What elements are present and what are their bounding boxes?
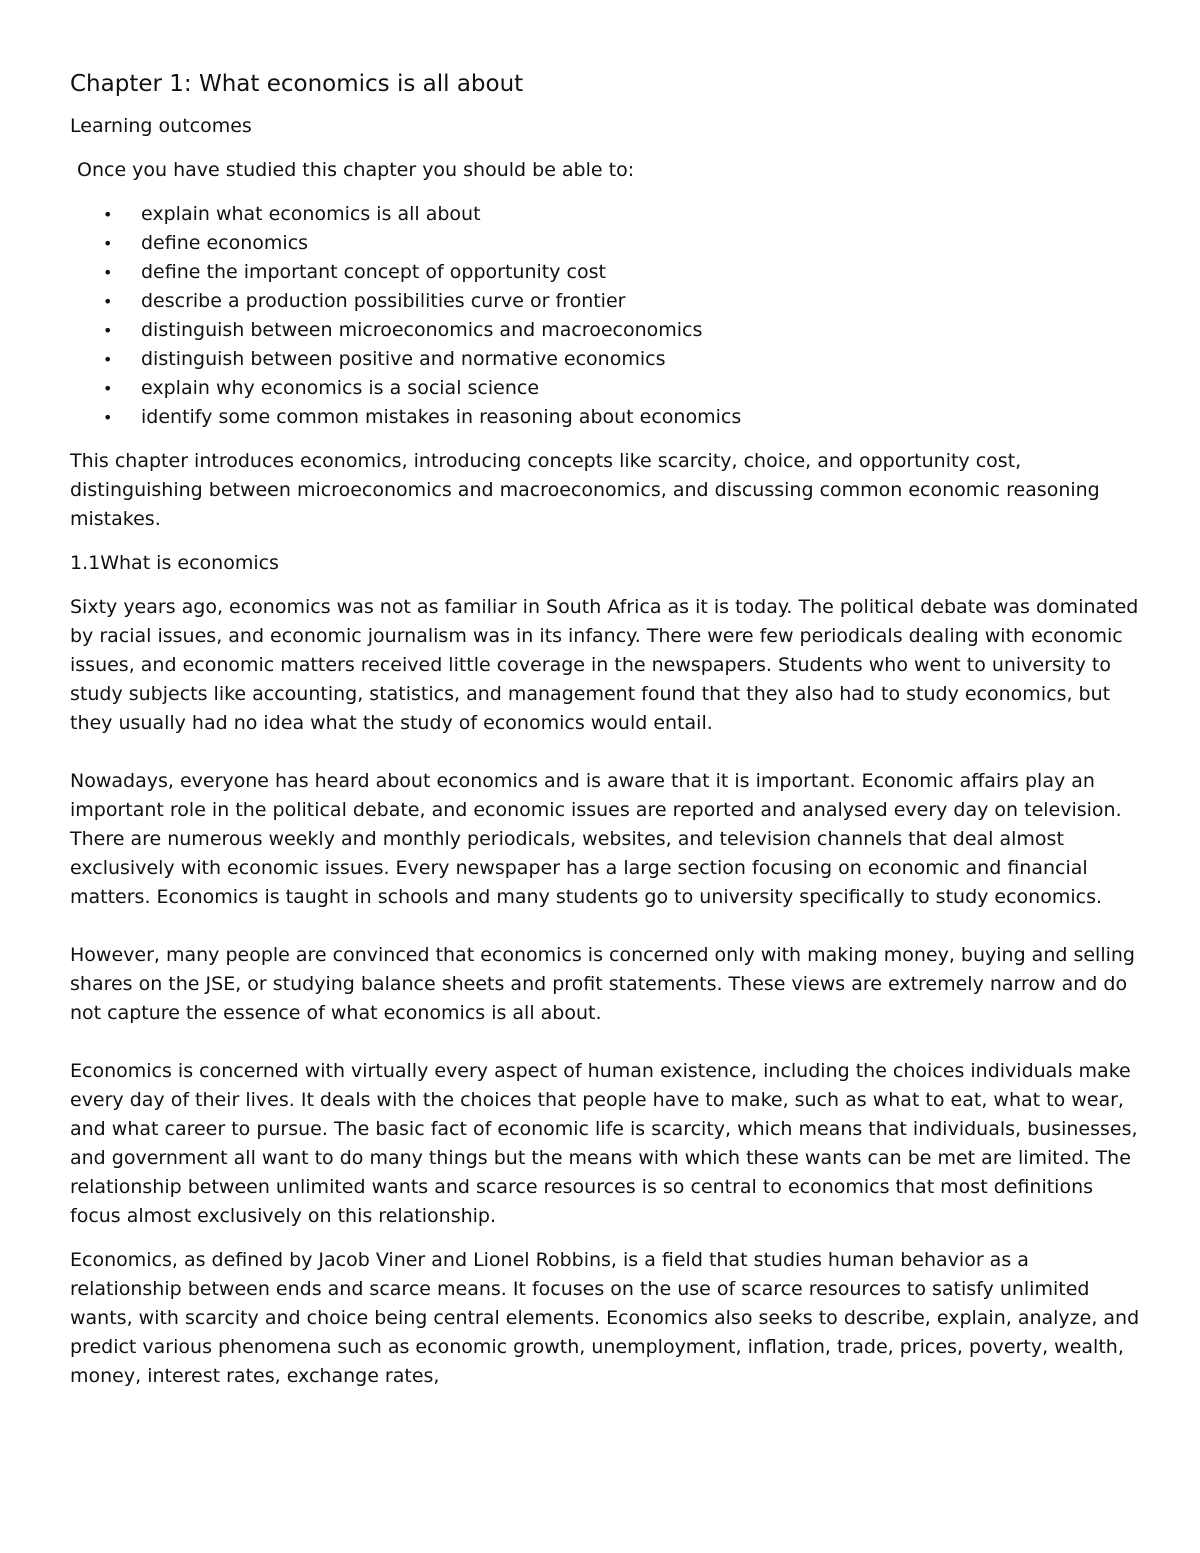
list-item-text: describe a production possibilities curve or frontier (141, 290, 626, 312)
learning-outcomes-intro: Once you have studied this chapter you should be able to: (77, 159, 635, 181)
section-paragraph: Economics, as defined by Jacob Viner and Lionel Robbins, is a field that studies human behavior as a relationship between ends and scarce means. It focuses on the use of scarce resources to satisfy unlimited wants, with scarcity and choice being central elements. Economics also seeks to describe, explain, analyze, and predict various phenomena such as economic growth, unemployment, inflation, trade, prices, poverty, wealth, money, interest rates, exchange rates, (70, 1249, 1140, 1387)
learning-outcomes-list (70, 200, 1140, 432)
list-item-text: distinguish between positive and normative economics (141, 348, 666, 370)
bullet-icon: • (103, 350, 113, 369)
bullet-icon: • (103, 292, 113, 311)
list-item (70, 316, 1140, 345)
list-item (70, 287, 1140, 316)
document-page (70, 66, 1140, 1406)
learning-outcomes-heading: Learning outcomes (70, 115, 252, 137)
bullet-icon: • (103, 321, 113, 340)
section-paragraph: Sixty years ago, economics was not as familiar in South Africa as it is today. The political debate was dominated by racial issues, and economic journalism was in its infancy. There were few periodicals dealing with economic issues, and economic matters received little coverage in the newspapers. Students who went to university to study subjects like accounting, statistics, and management found that they also had to study economics, but they usually had no idea what the study of economics would entail. (70, 596, 1139, 734)
list-item-text: define economics (141, 232, 309, 254)
section-paragraph: Economics is concerned with virtually every aspect of human existence, including the choices individuals make every day of their lives. It deals with the choices that people have to make, such as what to eat, what to wear, and what career to pursue. The basic fact of economic life is scarcity, which means that individuals, businesses, and government all want to do many things but the means with which these wants can be met are limited. The relationship between unlimited wants and scarce resources is so central to economics that most definitions focus almost exclusively on this relationship. (70, 1060, 1138, 1227)
list-item (70, 258, 1140, 287)
bullet-icon: • (103, 379, 113, 398)
list-item-text: explain what economics is all about (141, 203, 481, 225)
section-paragraph: Nowadays, everyone has heard about economics and is aware that it is important. Economic affairs play an important role in the political debate, and economic issues are reported and analysed every day on television. There are numerous weekly and monthly periodicals, websites, and television channels that deal almost exclusively with economic issues. Every newspaper has a large section focusing on economic and financial matters. Economics is taught in schools and many students go to university specifically to study economics. (70, 770, 1122, 908)
bullet-icon: • (103, 263, 113, 282)
list-item (70, 374, 1140, 403)
bullet-icon: • (103, 234, 113, 253)
chapter-title: Chapter 1: What economics is all about (70, 71, 524, 97)
bullet-icon: • (103, 408, 113, 427)
list-item-text: explain why economics is a social science (141, 377, 540, 399)
bullet-icon: • (103, 205, 113, 224)
list-item-text: define the important concept of opportunity cost (141, 261, 606, 283)
list-item-text: identify some common mistakes in reasoning about economics (141, 406, 742, 428)
chapter-summary: This chapter introduces economics, introducing concepts like scarcity, choice, and opportunity cost, distinguishing between microeconomics and macroeconomics, and discussing common economic reasoning mistakes. (70, 450, 1100, 530)
list-item (70, 345, 1140, 374)
section-paragraph: However, many people are convinced that economics is concerned only with making money, buying and selling shares on the JSE, or studying balance sheets and profit statements. These views are extremely narrow and do not capture the essence of what economics is all about. (70, 944, 1135, 1024)
list-item-text: distinguish between microeconomics and macroeconomics (141, 319, 703, 341)
list-item (70, 200, 1140, 229)
section-heading: 1.1What is economics (70, 552, 279, 574)
list-item (70, 403, 1140, 432)
list-item (70, 229, 1140, 258)
